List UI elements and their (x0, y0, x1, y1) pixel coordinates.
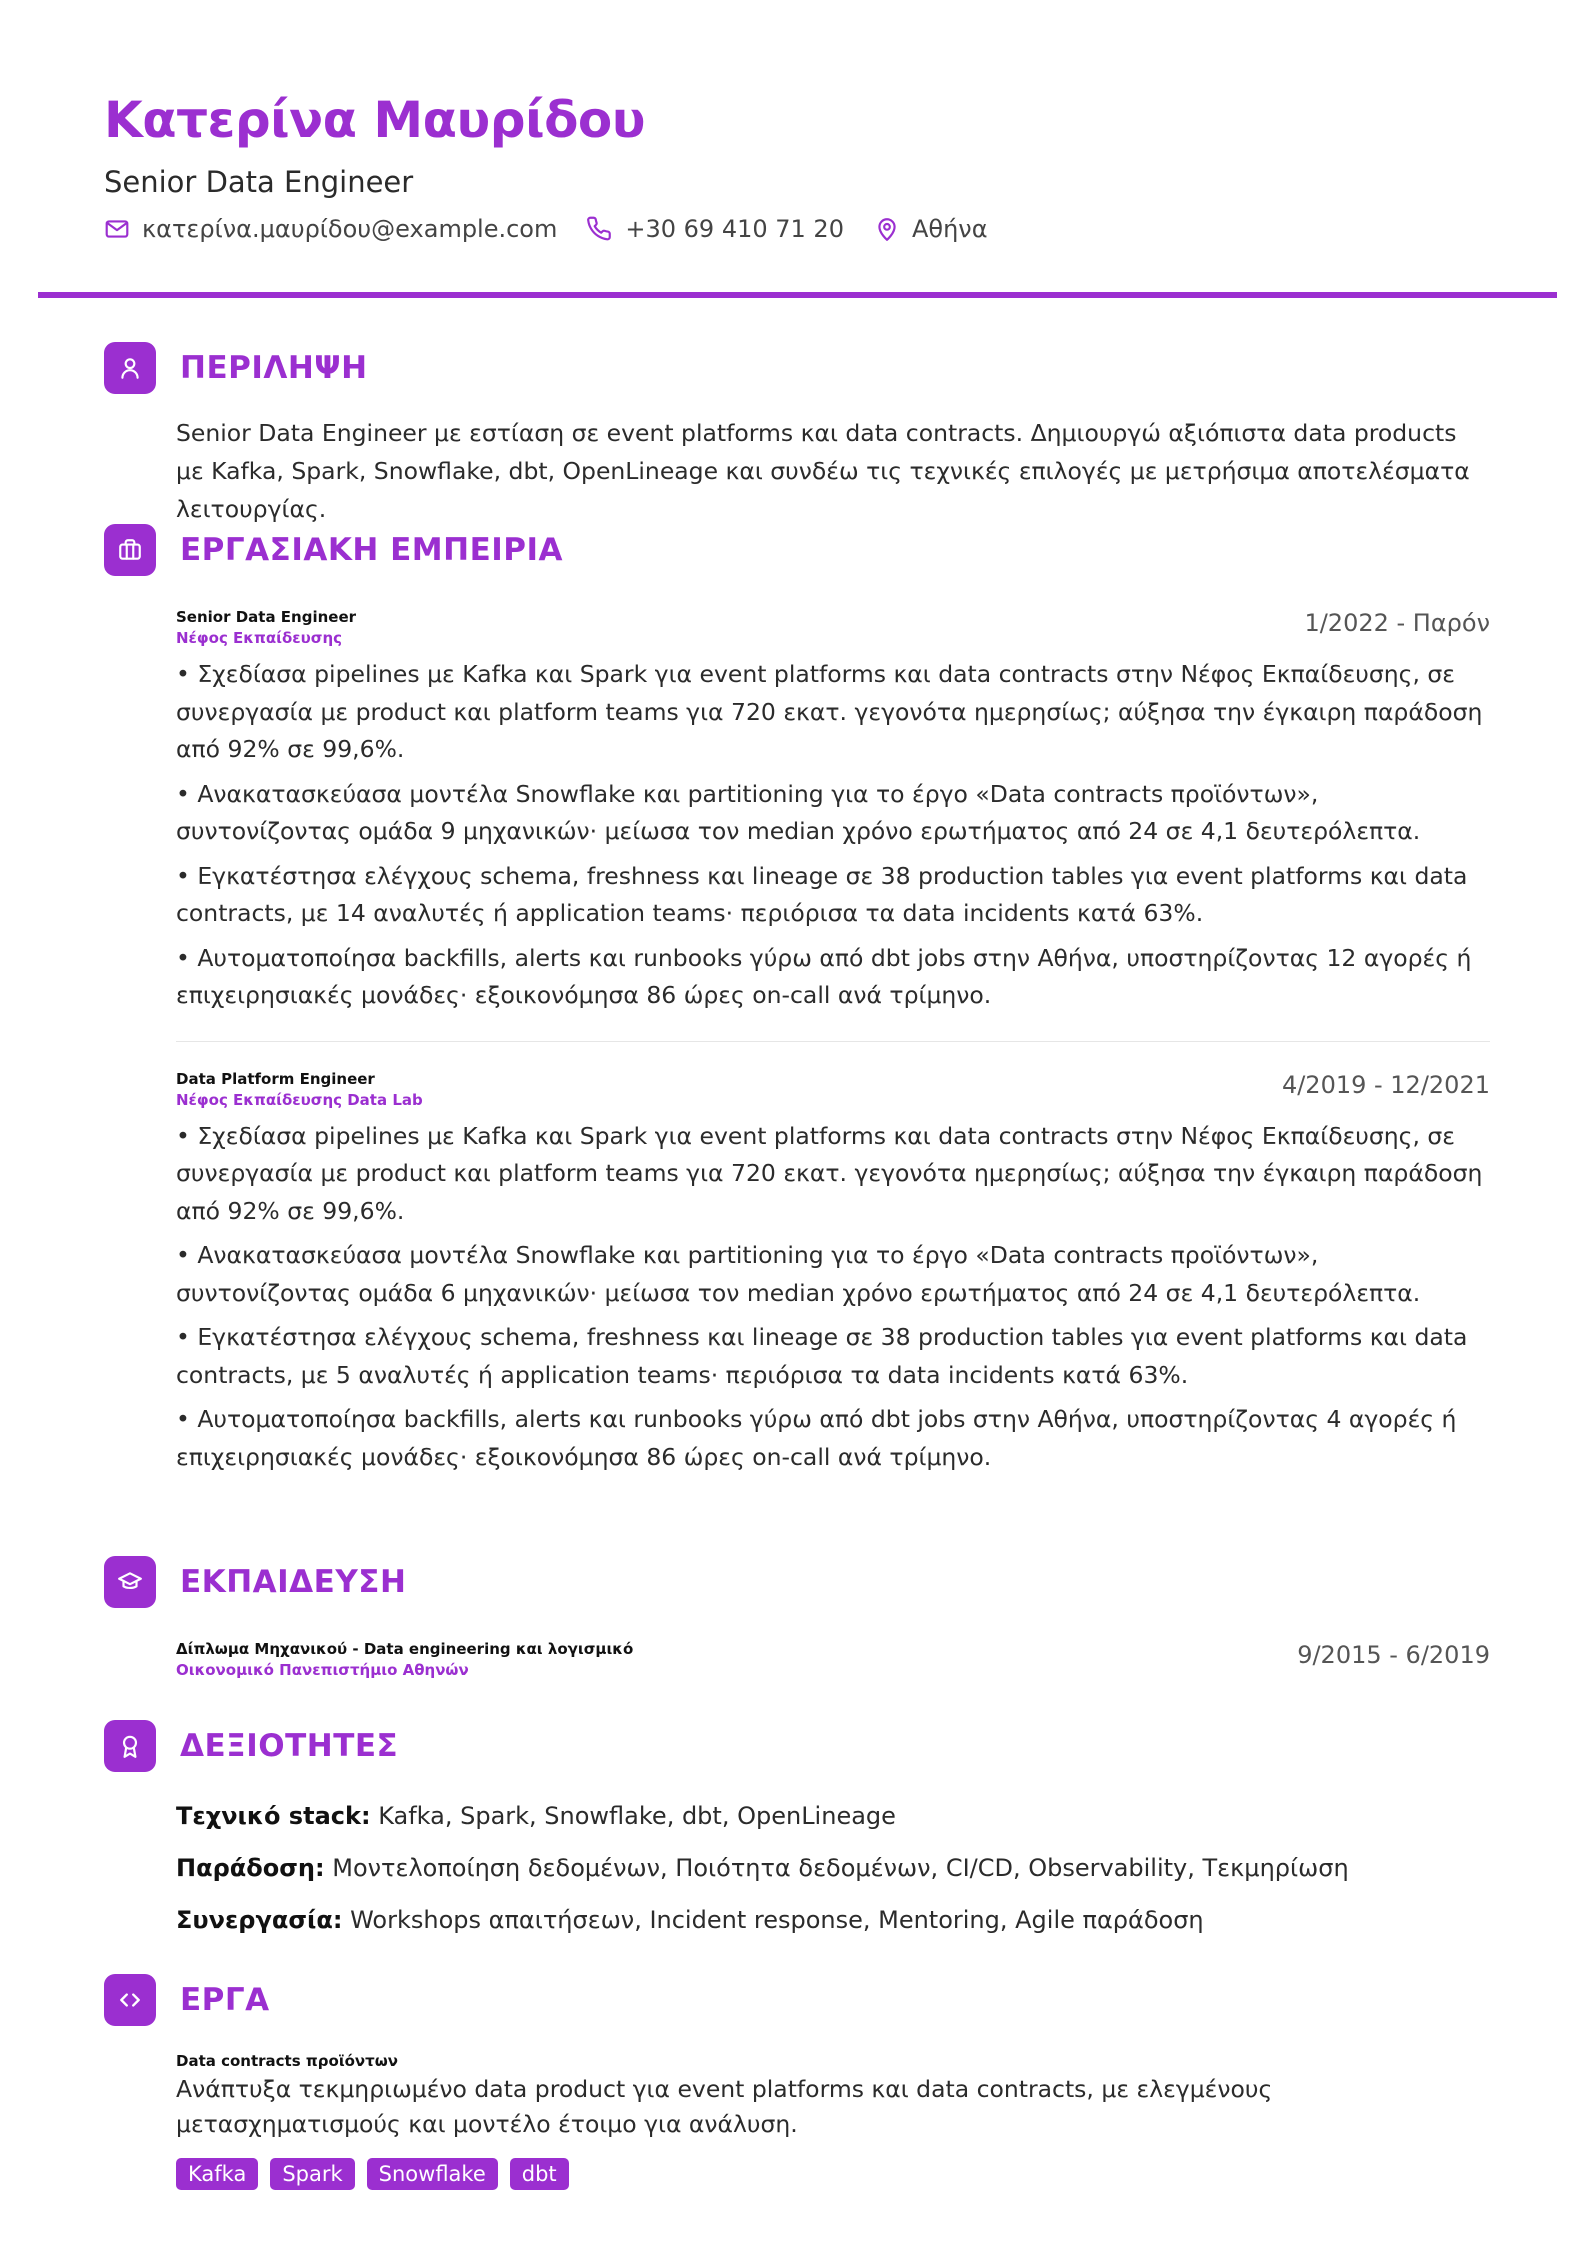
award-icon (104, 1720, 156, 1772)
job-bullet: • Εγκατέστησα ελέγχους schema, freshness και lineage σε 38 production tables για event platforms και data contracts, με 14 αναλυτές ή application teams· περιόρισα τα data incidents κατά 63%. (176, 861, 1468, 927)
job-header (176, 1068, 1490, 1118)
job-bullet: • Αυτοματοποίησα backfills, alerts και runbooks γύρω από dbt jobs στην Αθήνα, υποστηρίζοντας 12 αγορές ή επιχειρησιακές μονάδες· εξοικονόμησα 86 ώρες on-call ανά τρίμηνο. (176, 943, 1472, 1009)
skill-row (176, 1798, 1490, 1834)
summary-text: Senior Data Engineer με εστίαση σε event platforms και data contracts. Δημιουργώ αξιόπιστα data products με Kafka, Spark, Snowflake, dbt, OpenLineage και συνδέω τις τεχνικές επιλογές με μετρήσιμα αποτελέσματα λειτουργίας. (176, 419, 1470, 523)
section-title-projects: ΕΡΓΑ (180, 1982, 270, 2018)
contact-phone[interactable] (587, 212, 844, 246)
section-header-experience (104, 524, 563, 576)
section-title-summary: ΠΕΡΙΛΗΨΗ (180, 350, 368, 386)
project-name: Data contracts προϊόντων (176, 2052, 398, 2070)
skill-value: Kafka, Spark, Snowflake, dbt, OpenLineage (378, 1802, 896, 1830)
job-entry (176, 1068, 1490, 1477)
candidate-role: Senior Data Engineer (104, 165, 414, 199)
job-dates: 4/2019 - 12/2021 (1281, 1070, 1490, 1099)
user-icon (104, 342, 156, 394)
phone-text: +30 69 410 71 20 (625, 215, 844, 243)
job-separator (176, 1041, 1490, 1042)
map-pin-icon (874, 216, 900, 242)
skill-label: Παράδοση: (176, 1854, 325, 1882)
job-bullet: • Ανακατασκεύασα μοντέλα Snowflake και partitioning για το έργο «Data contracts προϊόντων», συντονίζοντας ομάδα 6 μηχανικών· μείωσα τον median χρόνο ερωτήματος από 24 σε 4,1 δευτερόλεπτα. (176, 1241, 1421, 1307)
job-company: Νέφος Εκπαίδευσης Data Lab (176, 1090, 423, 1109)
section-header-projects (104, 1974, 270, 2026)
project-tags (176, 2158, 1490, 2190)
section-header-skills (104, 1720, 398, 1772)
graduation-cap-icon (104, 1556, 156, 1608)
job-bullet: • Σχεδίασα pipelines με Kafka και Spark για event platforms και data contracts στην Νέφος Εκπαίδευσης, σε συνεργασία με product και platform teams για 720 εκατ. γεγονότα ημερησίως; αύξησα την έγκαιρη παράδοση από 92% σε 99,6%. (176, 1121, 1483, 1225)
section-title-skills: ΔΕΞΙΟΤΗΤΕΣ (180, 1728, 399, 1764)
skill-row (176, 1850, 1490, 1886)
tag-dbt: dbt (510, 2158, 569, 2190)
job-header (176, 606, 1490, 656)
job-bullet: • Σχεδίασα pipelines με Kafka και Spark για event platforms και data contracts στην Νέφος Εκπαίδευσης, σε συνεργασία με product και platform teams για 720 εκατ. γεγονότα ημερησίως; αύξησα την έγκαιρη παράδοση από 92% σε 99,6%. (176, 660, 1483, 763)
job-bullet: • Ανακατασκεύασα μοντέλα Snowflake και partitioning για το έργο «Data contracts προϊόντων», συντονίζοντας ομάδα 9 μηχανικών· μείωσα τον median χρόνο ερωτήματος από 24 σε 4,1 δευτερόλεπτα. (176, 779, 1421, 845)
code-icon (104, 1974, 156, 2026)
section-title-education: ΕΚΠΑΙΔΕΥΣΗ (180, 1564, 407, 1600)
contact-email[interactable] (104, 212, 557, 246)
degree-title: Δίπλωμα Μηχανικού - Data engineering και λογισμικό (176, 1640, 634, 1658)
contact-row (104, 212, 1483, 246)
job-entry (176, 606, 1490, 1015)
job-company: Νέφος Εκπαίδευσης (176, 629, 343, 647)
header-divider (38, 292, 1557, 298)
skill-value: Μοντελοποίηση δεδομένων, Ποιότητα δεδομένων, CI/CD, Observability, Τεκμηρίωση (332, 1854, 1349, 1882)
tag-spark: Spark (270, 2158, 354, 2190)
skill-label: Συνεργασία: (176, 1906, 343, 1934)
skill-row (176, 1902, 1490, 1938)
projects-body (176, 2050, 1490, 2190)
school-name: Οικονομικό Πανεπιστήμιο Αθηνών (176, 1661, 469, 1679)
skill-label: Τεχνικό stack: (176, 1802, 371, 1830)
skill-value: Workshops απαιτήσεων, Incident response, Mentoring, Agile παράδοση (350, 1906, 1204, 1934)
section-header-education (104, 1556, 406, 1608)
experience-body (176, 606, 1490, 1483)
education-body (176, 1638, 1490, 1688)
education-entry (176, 1638, 1490, 1688)
resume-header (104, 86, 1483, 246)
skills-body (176, 1798, 1490, 1954)
tag-kafka: Kafka (176, 2158, 258, 2190)
tag-snowflake: Snowflake (367, 2158, 498, 2190)
candidate-name: Κατερίνα Μαυρίδου (104, 91, 646, 149)
contact-location (874, 212, 988, 246)
location-text: Αθήνα (911, 215, 988, 243)
job-dates: 1/2022 - Παρόν (1304, 609, 1490, 637)
job-bullet: • Εγκατέστησα ελέγχους schema, freshness και lineage σε 38 production tables για event platforms και data contracts, με 5 αναλυτές ή application teams· περιόρισα τα data incidents κατά 63%. (176, 1323, 1468, 1389)
section-header-summary (104, 342, 368, 394)
job-bullet: • Αυτοματοποίησα backfills, alerts και runbooks γύρω από dbt jobs στην Αθήνα, υποστηρίζοντας 4 αγορές ή επιχειρησιακές μονάδες· εξοικονόμησα 86 ώρες on-call ανά τρίμηνο. (176, 1405, 1457, 1471)
project-description: Ανάπτυξα τεκμηριωμένο data product για event platforms και data contracts, με ελεγμένους μετασχηματισμούς και μοντέλο έτοιμο για ανάλυση. (176, 2075, 1273, 2138)
briefcase-icon (104, 524, 156, 576)
email-text: κατερίνα.μαυρίδου@example.com (142, 215, 558, 243)
education-dates: 9/2015 - 6/2019 (1297, 1641, 1490, 1669)
job-title: Data Platform Engineer (176, 1069, 375, 1088)
mail-icon (104, 216, 130, 242)
section-title-experience: ΕΡΓΑΣΙΑΚΗ ΕΜΠΕΙΡΙΑ (180, 532, 564, 568)
summary-body (176, 414, 1490, 528)
job-title: Senior Data Engineer (176, 608, 357, 626)
phone-icon (587, 216, 613, 242)
